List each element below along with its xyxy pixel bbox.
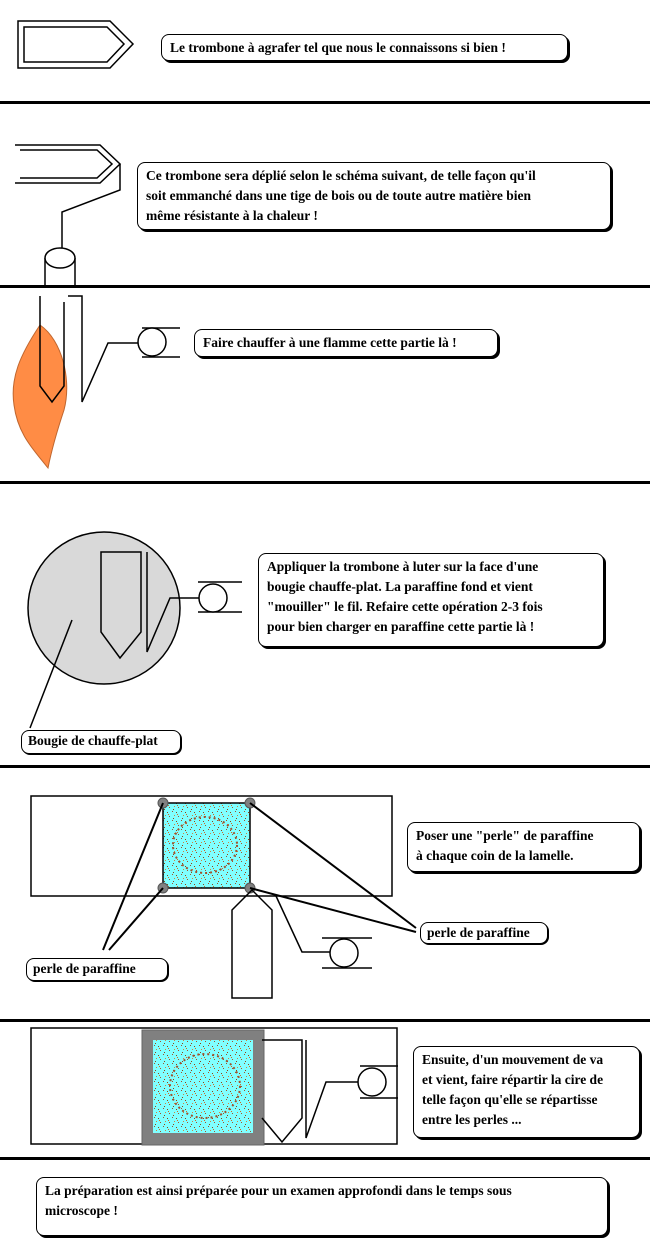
step-4-callout: Appliquer la trombone à luter sur la face d'une bougie chauffe-plat. La paraffine fond et vient "mouiller" le fil. Refaire cette opération 2-3 fois pour bien charger en paraffine cette partie là !: [258, 553, 604, 647]
bead-label-left: perle de paraffine: [26, 958, 168, 981]
paperclip-on-slide: [232, 890, 372, 998]
step-5-callout: Poser une "perle" de paraffine à chaque coin de la lamelle.: [407, 822, 640, 872]
divider-1: [0, 101, 650, 104]
step-6-callout: Ensuite, d'un mouvement de va et vient, faire répartir la cire de telle façon qu'elle se répartisse entre les perles ...: [413, 1046, 640, 1138]
step-1-callout: Le trombone à agrafer tel que nous le connaissons si bien !: [161, 34, 568, 61]
divider-4: [0, 765, 650, 768]
paperclip-unfolded-on-handle: [15, 145, 120, 286]
divider-2: [0, 285, 650, 288]
step-3-callout: Faire chauffer à une flamme cette partie là !: [194, 329, 498, 357]
paperclip-closed: [18, 21, 133, 68]
tealight-candle: [28, 532, 180, 684]
divider-5: [0, 1019, 650, 1022]
step-2-callout: Ce trombone sera déplié selon le schéma suivant, de telle façon qu'il soit emmanché dans une tige de bois ou de toute autre matière bien même résistante à la chaleur !: [137, 162, 611, 230]
conclusion-callout: La préparation est ainsi préparée pour un examen approfondi dans le temps sous microscope !: [36, 1177, 608, 1236]
divider-3: [0, 481, 650, 484]
divider-6: [0, 1157, 650, 1160]
bead-label-right: perle de paraffine: [420, 922, 548, 944]
candle-label: Bougie de chauffe-plat: [21, 730, 181, 754]
